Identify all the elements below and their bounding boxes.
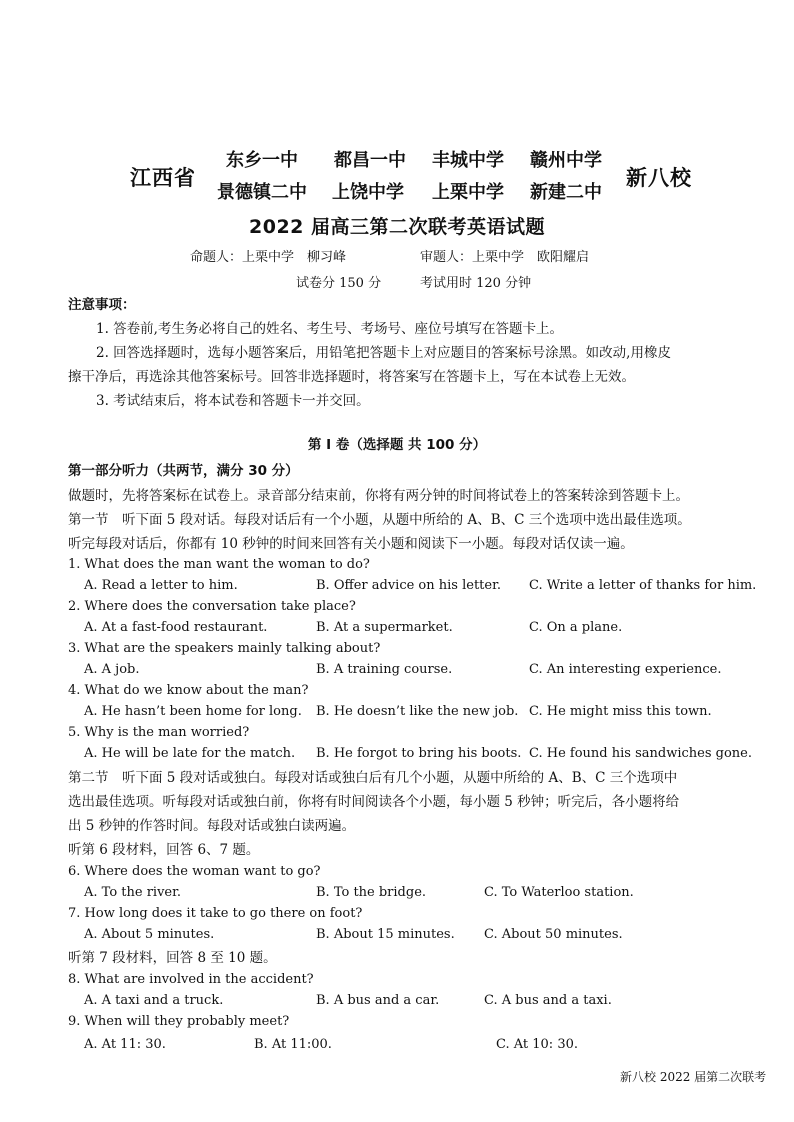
- question-text: 4. What do we know about the man?: [68, 683, 309, 698]
- exam-title: 2022 届高三第二次联考英语试题: [249, 216, 545, 238]
- question-text: 8. What are involved in the accident?: [68, 972, 314, 987]
- notes-heading: 注意事项：: [68, 297, 136, 313]
- option-c: C. About 50 minutes.: [484, 927, 623, 942]
- option-a: A. To the river.: [84, 885, 182, 900]
- note-item: 擦干净后，再选涂其他答案标号。回答非选择题时，将答案写在答题卡上，写在本试卷上无效。: [68, 369, 635, 385]
- option-b: B. At 11:00.: [254, 1037, 332, 1052]
- time-line: 考试用时 120 分钟: [420, 276, 532, 291]
- instruction-text: 出 5 秒钟的作答时间。每段对话或独白读两遍。: [68, 818, 356, 834]
- school-name: 赣州中学: [530, 150, 602, 171]
- school-name: 新建二中: [530, 182, 602, 203]
- province-label: 江西省: [130, 166, 196, 190]
- instruction-text: 做题时，先将答案标在试卷上。录音部分结束前，你将有两分钟的时间将试卷上的答案转涂到答题卡上。: [68, 488, 689, 504]
- school-name: 上饶中学: [332, 182, 404, 203]
- option-c: C. He found his sandwiches gone.: [529, 746, 752, 761]
- option-a: A. He hasn’t been home for long.: [84, 704, 302, 719]
- option-a: A. Read a letter to him.: [84, 578, 238, 593]
- option-a: A. At a fast-food restaurant.: [84, 620, 268, 635]
- option-a: A. At 11: 30.: [84, 1037, 166, 1052]
- option-c: C. A bus and a taxi.: [484, 993, 612, 1008]
- author-line: 命题人：上栗中学 柳习峰: [190, 250, 347, 265]
- option-b: B. Offer advice on his letter.: [316, 578, 502, 593]
- option-c: C. He might miss this town.: [529, 704, 712, 719]
- score-line: 试卷分 150 分: [296, 276, 382, 291]
- option-a: A. A job.: [84, 662, 140, 677]
- option-b: B. A training course.: [316, 662, 453, 677]
- school-name: 都昌一中: [334, 150, 406, 171]
- group-label: 新八校: [626, 166, 692, 190]
- option-b: B. To the bridge.: [316, 885, 427, 900]
- option-a: A. He will be late for the match.: [84, 746, 296, 761]
- part-heading: 第一部分听力（共两节，满分 30 分）: [68, 463, 299, 479]
- option-b: B. He doesn’t like the new job.: [316, 704, 519, 719]
- question-text: 3. What are the speakers mainly talking about?: [68, 641, 381, 656]
- option-c: C. To Waterloo station.: [484, 885, 634, 900]
- option-c: C. On a plane.: [529, 620, 623, 635]
- instruction-text: 第一节 听下面 5 段对话。每段对话后有一个小题，从题中所给的 A、B、C 三个选项中选出最佳选项。: [68, 512, 691, 528]
- question-text: 7. How long does it take to go there on foot?: [68, 906, 363, 921]
- school-name: 景德镇二中: [217, 182, 307, 203]
- school-name: 上栗中学: [432, 182, 504, 203]
- material-heading: 听第 7 段材料，回答 8 至 10 题。: [68, 950, 277, 966]
- question-text: 9. When will they probably meet?: [68, 1014, 290, 1029]
- page-footer: 新八校 2022 届第二次联考: [620, 1070, 767, 1084]
- material-heading: 听第 6 段材料，回答 6、7 题。: [68, 842, 260, 858]
- question-text: 2. Where does the conversation take place?: [68, 599, 356, 614]
- volume-heading: 第 I 卷（选择题 共 100 分）: [307, 437, 487, 453]
- note-item: 1. 答卷前,考生务必将自己的姓名、考生号、考场号、座位号填写在答题卡上。: [96, 321, 563, 337]
- note-item: 3. 考试结束后，将本试卷和答题卡一并交回。: [96, 393, 370, 409]
- question-text: 5. Why is the man worried?: [68, 725, 250, 740]
- instruction-text: 听完每段对话后，你都有 10 秒钟的时间来回答有关小题和阅读下一小题。每段对话仅读一遍。: [68, 536, 634, 552]
- school-name: 丰城中学: [432, 150, 504, 171]
- school-name: 东乡一中: [226, 150, 298, 171]
- question-text: 6. Where does the woman want to go?: [68, 864, 321, 879]
- option-a: A. A taxi and a truck.: [84, 993, 224, 1008]
- note-item: 2. 回答选择题时，选每小题答案后，用铅笔把答题卡上对应题目的答案标号涂黑。如改动,用橡皮: [96, 345, 671, 361]
- option-b: B. About 15 minutes.: [316, 927, 455, 942]
- option-b: B. He forgot to bring his boots.: [316, 746, 522, 761]
- question-text: 1. What does the man want the woman to do?: [68, 557, 370, 572]
- reviewer-line: 审题人：上栗中学 欧阳耀启: [420, 250, 590, 265]
- option-c: C. Write a letter of thanks for him.: [529, 578, 757, 593]
- option-a: A. About 5 minutes.: [84, 927, 215, 942]
- option-c: C. An interesting experience.: [529, 662, 722, 677]
- option-b: B. A bus and a car.: [316, 993, 440, 1008]
- instruction-text: 选出最佳选项。听每段对话或独白前，你将有时间阅读各个小题，每小题 5 秒钟；听完后，各小题将给: [68, 794, 680, 810]
- option-c: C. At 10: 30.: [496, 1037, 578, 1052]
- option-b: B. At a supermarket.: [316, 620, 453, 635]
- instruction-text: 第二节 听下面 5 段对话或独白。每段对话或独白后有几个小题，从题中所给的 A、B、C 三个选项中: [68, 770, 678, 786]
